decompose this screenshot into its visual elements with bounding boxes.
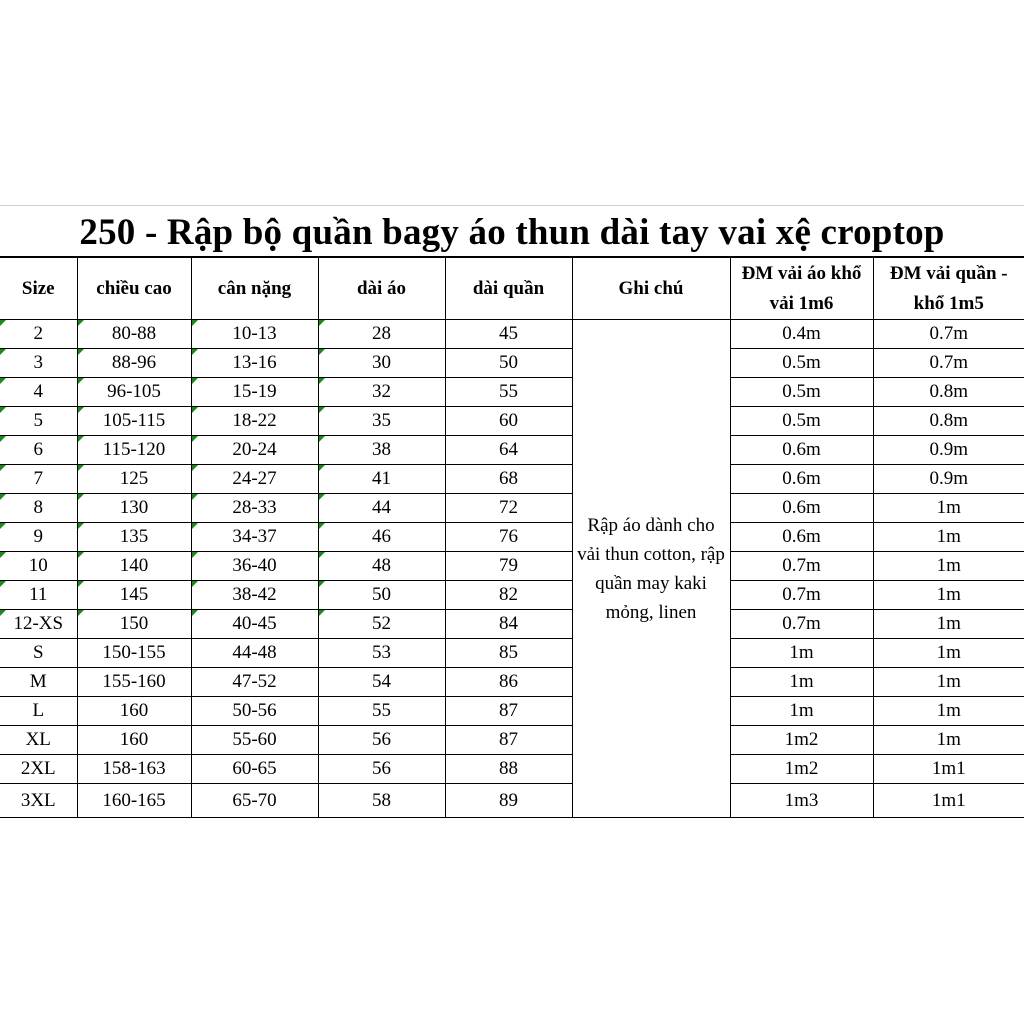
cell-shirt-length: 30 [318,349,445,378]
cell-fabric-pants: 1m1 [873,784,1024,818]
cell-weight: 24-27 [191,465,318,494]
cell-size: 12-XS [0,610,77,639]
cell-pants-length: 50 [445,349,572,378]
cell-height: 125 [77,465,191,494]
cell-pants-length: 85 [445,639,572,668]
header-shirt-length: dài áo [318,258,445,320]
cell-height: 160-165 [77,784,191,818]
cell-fabric-pants: 1m [873,639,1024,668]
cell-height: 155-160 [77,668,191,697]
cell-pants-length: 72 [445,494,572,523]
cell-fabric-shirt: 0.5m [730,378,873,407]
size-chart-sheet [0,205,1024,818]
cell-fabric-pants: 0.9m [873,465,1024,494]
cell-height: 140 [77,552,191,581]
cell-weight: 47-52 [191,668,318,697]
cell-weight: 60-65 [191,755,318,784]
cell-fabric-shirt: 1m2 [730,726,873,755]
header-row [0,258,1024,320]
cell-size: 7 [0,465,77,494]
cell-fabric-pants: 0.7m [873,320,1024,349]
cell-pants-length: 82 [445,581,572,610]
cell-height: 145 [77,581,191,610]
cell-pants-length: 45 [445,320,572,349]
header-fabric-pants: ĐM vải quần - khổ 1m5 [873,258,1024,320]
table-row [0,755,1024,784]
cell-fabric-shirt: 0.7m [730,581,873,610]
cell-height: 135 [77,523,191,552]
cell-size: XL [0,726,77,755]
header-fabric-shirt: ĐM vải áo khổ vải 1m6 [730,258,873,320]
cell-shirt-length: 54 [318,668,445,697]
table-row [0,581,1024,610]
cell-weight: 38-42 [191,581,318,610]
cell-size: L [0,697,77,726]
table-row [0,639,1024,668]
cell-pants-length: 79 [445,552,572,581]
cell-pants-length: 68 [445,465,572,494]
cell-size: 10 [0,552,77,581]
cell-fabric-pants: 1m [873,494,1024,523]
cell-shirt-length: 50 [318,581,445,610]
cell-weight: 10-13 [191,320,318,349]
cell-pants-length: 64 [445,436,572,465]
cell-fabric-pants: 1m [873,523,1024,552]
cell-weight: 55-60 [191,726,318,755]
cell-fabric-shirt: 0.6m [730,523,873,552]
cell-shirt-length: 35 [318,407,445,436]
cell-fabric-shirt: 0.6m [730,436,873,465]
cell-height: 158-163 [77,755,191,784]
cell-fabric-shirt: 0.7m [730,552,873,581]
cell-fabric-pants: 0.8m [873,407,1024,436]
cell-weight: 65-70 [191,784,318,818]
cell-fabric-pants: 0.9m [873,436,1024,465]
cell-shirt-length: 58 [318,784,445,818]
cell-fabric-shirt: 0.5m [730,349,873,378]
cell-shirt-length: 55 [318,697,445,726]
cell-fabric-shirt: 0.4m [730,320,873,349]
cell-weight: 13-16 [191,349,318,378]
cell-fabric-pants: 0.7m [873,349,1024,378]
table-row [0,523,1024,552]
header-size: Size [0,258,77,320]
cell-pants-length: 84 [445,610,572,639]
cell-fabric-pants: 0.8m [873,378,1024,407]
cell-size: 6 [0,436,77,465]
table-row [0,552,1024,581]
cell-fabric-shirt: 1m [730,697,873,726]
table-row [0,349,1024,378]
table-row [0,378,1024,407]
cell-shirt-length: 41 [318,465,445,494]
table-row [0,784,1024,818]
cell-pants-length: 87 [445,697,572,726]
table-row [0,465,1024,494]
cell-fabric-shirt: 0.7m [730,610,873,639]
cell-size: 5 [0,407,77,436]
cell-height: 150 [77,610,191,639]
cell-pants-length: 86 [445,668,572,697]
cell-size: 4 [0,378,77,407]
cell-height: 150-155 [77,639,191,668]
cell-pants-length: 76 [445,523,572,552]
cell-size: 11 [0,581,77,610]
cell-fabric-shirt: 1m2 [730,755,873,784]
note-cell: Rập áo dành cho vải thun cotton, rập quần may kaki mỏng, linen [572,320,730,818]
cell-size: M [0,668,77,697]
cell-shirt-length: 28 [318,320,445,349]
cell-fabric-shirt: 0.6m [730,465,873,494]
cell-weight: 40-45 [191,610,318,639]
cell-shirt-length: 32 [318,378,445,407]
cell-shirt-length: 44 [318,494,445,523]
table-row [0,726,1024,755]
cell-shirt-length: 52 [318,610,445,639]
cell-fabric-pants: 1m [873,552,1024,581]
cell-fabric-pants: 1m [873,726,1024,755]
table-row [0,697,1024,726]
cell-pants-length: 87 [445,726,572,755]
cell-size: 2XL [0,755,77,784]
cell-size: 8 [0,494,77,523]
cell-height: 80-88 [77,320,191,349]
cell-size: S [0,639,77,668]
cell-pants-length: 60 [445,407,572,436]
cell-weight: 28-33 [191,494,318,523]
cell-height: 130 [77,494,191,523]
cell-shirt-length: 56 [318,755,445,784]
cell-shirt-length: 53 [318,639,445,668]
cell-height: 160 [77,697,191,726]
cell-fabric-shirt: 0.5m [730,407,873,436]
cell-height: 160 [77,726,191,755]
cell-fabric-shirt: 1m3 [730,784,873,818]
cell-shirt-length: 48 [318,552,445,581]
cell-fabric-pants: 1m1 [873,755,1024,784]
cell-fabric-pants: 1m [873,610,1024,639]
cell-fabric-shirt: 1m [730,639,873,668]
cell-size: 9 [0,523,77,552]
cell-weight: 44-48 [191,639,318,668]
cell-shirt-length: 38 [318,436,445,465]
table-row [0,320,1024,349]
cell-height: 88-96 [77,349,191,378]
cell-weight: 18-22 [191,407,318,436]
cell-shirt-length: 56 [318,726,445,755]
cell-height: 105-115 [77,407,191,436]
chart-title: 250 - Rập bộ quần bagy áo thun dài tay vai xệ croptop [0,205,1024,257]
cell-size: 3 [0,349,77,378]
header-height: chiều cao [77,258,191,320]
header-weight: cân nặng [191,258,318,320]
cell-fabric-shirt: 0.6m [730,494,873,523]
cell-fabric-pants: 1m [873,581,1024,610]
cell-weight: 15-19 [191,378,318,407]
cell-weight: 34-37 [191,523,318,552]
table-row [0,610,1024,639]
cell-height: 96-105 [77,378,191,407]
cell-fabric-shirt: 1m [730,668,873,697]
cell-pants-length: 88 [445,755,572,784]
table-row [0,494,1024,523]
table-row [0,436,1024,465]
cell-size: 3XL [0,784,77,818]
cell-weight: 36-40 [191,552,318,581]
cell-fabric-pants: 1m [873,697,1024,726]
cell-size: 2 [0,320,77,349]
cell-weight: 50-56 [191,697,318,726]
header-pants-length: dài quần [445,258,572,320]
table-row [0,668,1024,697]
table-body [0,320,1024,818]
header-note: Ghi chú [572,258,730,320]
cell-weight: 20-24 [191,436,318,465]
cell-shirt-length: 46 [318,523,445,552]
table-row [0,407,1024,436]
cell-pants-length: 89 [445,784,572,818]
cell-pants-length: 55 [445,378,572,407]
cell-height: 115-120 [77,436,191,465]
size-table [0,257,1024,818]
cell-fabric-pants: 1m [873,668,1024,697]
